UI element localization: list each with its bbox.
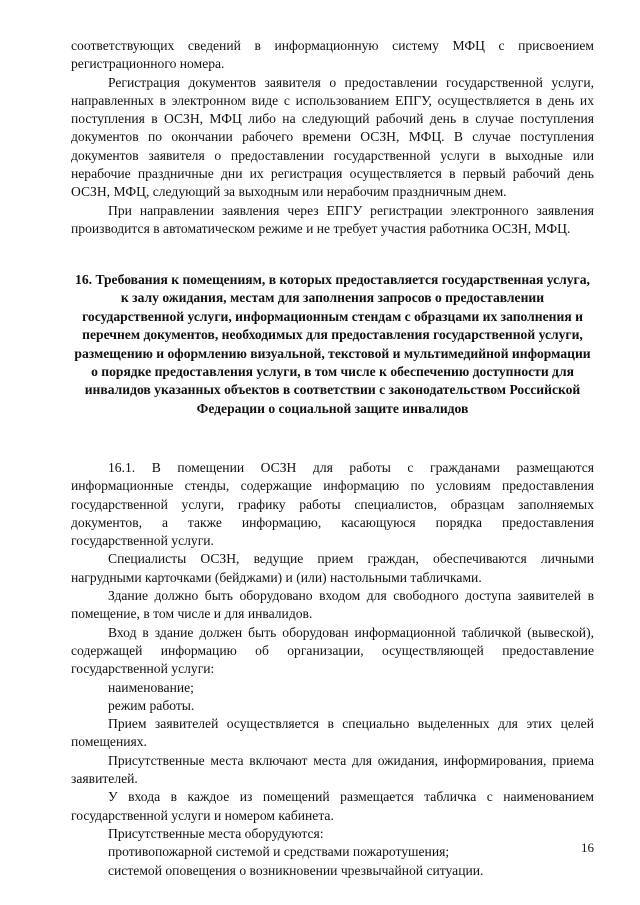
paragraph-16-1: 16.1. В помещении ОСЗН для работы с гражданами размещаются информационные стенды, содержащие информацию по условиям предоставления государственной услуги, графику работы специалистов, образцам заполняемых документов, а также информацию, касающуюся порядка предоставления государственной услуги. [71, 460, 594, 549]
paragraph-entrance-sign: Вход в здание должен быть оборудован информационной табличкой (вывеской), содержащей информацию об организации, осуществляющей предоставление государственной услуги: [71, 624, 594, 677]
list-item-work-hours: режим работы. [108, 697, 195, 713]
paragraph-attendance-places: Присутственные места включают места для ожидания, информирования, приема заявителей. [71, 752, 594, 787]
paragraph-equipment: Присутственные места оборудуются: [108, 825, 324, 841]
section-text-block [71, 459, 594, 880]
paragraph-registration: Регистрация документов заявителя о предоставлении государственной услуги, направленных в электронном виде с использованием ЕПГУ, осуществляется в день их поступления в ОСЗН, МФЦ либо на следующий рабочий день в случае поступления документов по окончании рабочего времени ОСЗН, МФЦ. В случае поступления документов заявителя о предоставлении государственной услуги в выходные или нерабочие праздничные дни их регистрация осуществляется в первый рабочий день ОСЗН, МФЦ, следующий за выходным или нерабочим праздничным днем. [71, 74, 594, 200]
section-heading: 16. Требования к помещениям, в которых предоставляется государственная услуга, к залу ожидания, местам для заполнения запросов о предоставлении государственной услуги, информационным стендам с образцами их заполнения и перечнем документов, необходимых для предоставления государственной услуги, размещению и оформлению визуальной, текстовой и мультимедийной информации о порядке предоставления услуги, в том числе к обеспечению доступности для инвалидов указанных объектов в соответствии с законодательством Российской Федерации о социальной защите инвалидов [74, 272, 591, 416]
paragraph-specialists: Специалисты ОСЗН, ведущие прием граждан, обеспечиваются личными нагрудными карточками (бейджами) и (или) настольными табличками. [71, 551, 594, 585]
paragraph-reception: Прием заявителей осуществляется в специально выделенных для этих целей помещениях. [71, 716, 594, 750]
list-item-fire-system: противопожарной системой и средствами пожаротушения; [108, 844, 450, 860]
paragraph-room-sign: У входа в каждое из помещений размещается табличка с наименованием государственной услуги и номером кабинета. [71, 789, 594, 823]
page-number: 16 [581, 840, 594, 855]
list-item-name: наименование; [108, 679, 194, 695]
top-text-block [71, 37, 594, 238]
paragraph-continuation: соответствующих сведений в информационную систему МФЦ с присвоением регистрационного номера. [71, 38, 594, 72]
paragraph-building-entrance: Здание должно быть оборудовано входом для свободного доступа заявителей в помещение, в том числе и для инвалидов. [71, 588, 594, 622]
paragraph-epgu: При направлении заявления через ЕПГУ регистрации электронного заявления производится в автоматическом режиме и не требует участия работника ОСЗН, МФЦ. [71, 202, 594, 236]
list-item-alert-system: системой оповещения о возникновении чрезвычайной ситуации. [108, 862, 484, 878]
